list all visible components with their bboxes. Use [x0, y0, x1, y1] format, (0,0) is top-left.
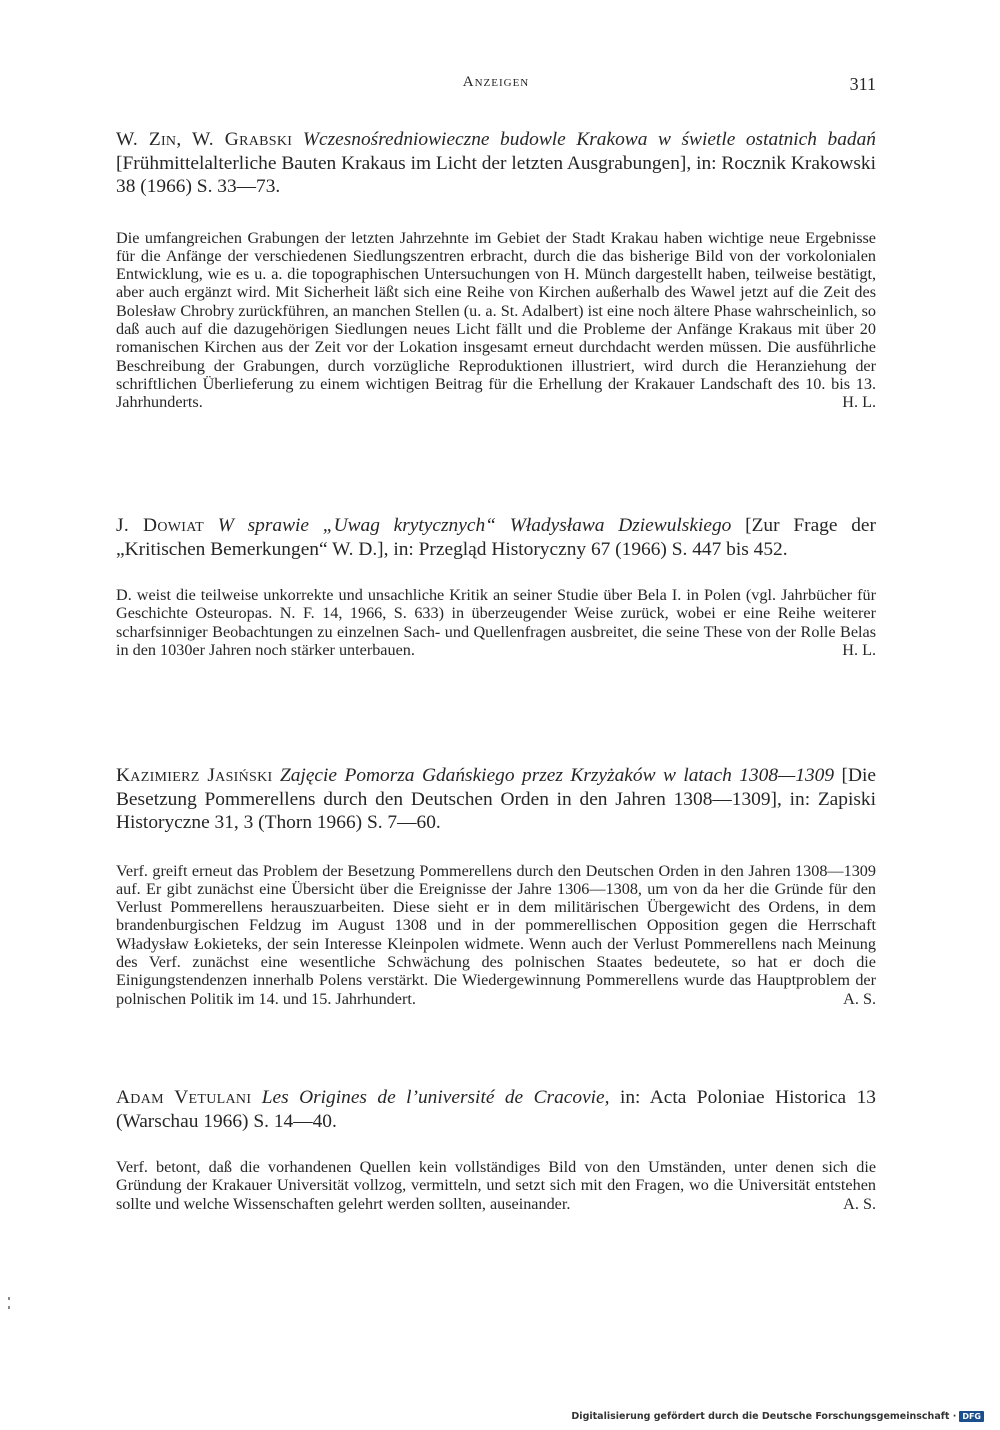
- page-number: 311: [849, 74, 876, 94]
- citation-authors: J. Dowiat: [116, 515, 204, 536]
- citation: [116, 128, 876, 199]
- reviewer-initials: A. S.: [843, 989, 876, 1008]
- citation-authors: Adam Vetulani: [116, 1087, 252, 1108]
- reviewer-initials: H. L.: [842, 393, 876, 412]
- scan-mark: [8, 1297, 10, 1300]
- citation-details: [Die Besetzung Pommerellens durch den Deutschen Orden in den Jahren 1308—1309], in: Zapiski Historyczne 31, 3 (Thorn 1966) S. 7—60.: [116, 765, 876, 833]
- citation-details: [Frühmittelalterliche Bauten Krakaus im Licht der letzten Ausgrabungen], in: Rocznik Krakowski 38 (1966) S. 33—73.: [116, 152, 876, 197]
- footer-text: Digitalisierung gefördert durch die Deutsche Forschungsgemeinschaft ·: [571, 1411, 957, 1422]
- citation-authors: Kazimierz Jasiński: [116, 765, 273, 786]
- review-summary: [116, 229, 876, 412]
- review-entry: [116, 128, 876, 411]
- summary-text: D. weist die teilweise unkorrekte und unsachliche Kritik an seiner Studie über Bela I. in Polen (vgl. Jahrbücher für Geschichte Osteuropas. N. F. 14, 1966, S. 633) in überzeugender Weise zurück, wobei er eine Reihe weiterer scharfsinniger Beobachtungen zu einzelnen Sach- und Quellenfragen ausbreitet, die seine These von der Rolle Belas in den 1030er Jahren noch stärker unterbauen.: [116, 586, 876, 659]
- review-entry: [116, 764, 876, 1008]
- citation-title: Wczesnośredniowieczne budowle Krakowa w świetle ostatnich badań: [302, 129, 876, 150]
- citation: [116, 764, 876, 835]
- citation-authors: W. Zin, W. Grabski: [116, 129, 293, 150]
- citation-details: in: Acta Poloniae Historica 13 (Warschau 1966) S. 14—40.: [116, 1087, 876, 1132]
- review-entry: [116, 514, 876, 659]
- summary-text: Die umfangreichen Grabungen der letzten Jahrzehnte im Gebiet der Stadt Krakau haben wichtige neue Ergebnisse für die Anfänge der verschiedenen Siedlungszentren erbracht, durch die das bisherige Bild von der vorkolonialen Entwicklung, wie es u. a. die topographischen Untersuchungen von H. Münch dargestellt haben, teilweise bestätigt, aber auch ergänzt wird. Mit Sicherheit läßt sich eine Reihe von Kirchen außerhalb des Wawel jetzt auf die Zeit des Bolesław Chrobry zurückführen, an manchen Stellen (u. a. St. Adalbert) ist eine noch ältere Phase wahrscheinlich, so daß auch auf die dazugehörigen Siedlungen neues Licht fällt und die Probleme der Anfänge Krakaus mit über 20 romanischen Kirchen aus der Zeit vor der Lokation insgesamt erneut durchdacht werden müssen. Die ausführliche Beschreibung der Grabungen, durch vorzügliche Reproduktionen illustriert, wird durch die Heranziehung der schriftlichen Überlieferung zu einem wichtigen Beitrag für die Erhellung der Krakauer Landschaft des 10. bis 13. Jahrhunderts.: [116, 228, 876, 412]
- citation-details: [Zur Frage der „Kritischen Bemerkungen“ W. D.], in: Przegląd Historyczny 67 (1966) S. 447 bis 452.: [116, 515, 876, 560]
- scan-mark: [8, 1306, 10, 1309]
- citation: [116, 1086, 876, 1133]
- summary-text: Verf. greift erneut das Problem der Besetzung Pommerellens durch den Deutschen Orden in den Jahren 1308—1309 auf. Er gibt zunächst eine Übersicht über die Ereignisse der Jahre 1306—1308, um von da her die Gründe für den Verlust Pommerellens herauszuarbeiten. Diese sieht er in dem militärischen Übergewicht des Ordens, in dem brandenburgischen Feldzug im August 1308 und in der pommerellischen Opposition gegen die Herrschaft Władysław Łokieteks, der sein Interesse Kleinpolen widmete. Wenn auch der Verlust Pommerellens nach Meinung des Verf. zunächst eine wesentliche Schwächung des polnischen Staates bedeutete, so hat er doch die Einigungstendenzen innerhalb Polens verstärkt. Die Wiedergewinnung Pommerellens wurde das Hauptproblem der polnischen Politik im 14. und 15. Jahrhundert.: [116, 861, 876, 1008]
- review-summary: [116, 1158, 876, 1213]
- running-head-title: Anzeigen: [462, 74, 530, 90]
- running-head: [116, 74, 876, 102]
- dfg-logo: DFG: [959, 1411, 984, 1422]
- citation-title: Les Origines de l’université de Cracovie,: [261, 1087, 610, 1108]
- digitization-footer: [571, 1411, 984, 1422]
- review-entry: [116, 1086, 876, 1213]
- summary-text: Verf. betont, daß die vorhandenen Quellen kein vollständiges Bild von den Umständen, unter denen sich die Gründung der Krakauer Universität vollzog, vermitteln, und setzt sich mit den Fragen, wo die Universität entstehen sollte und welche Wissenschaften gelehrt werden sollten, auseinander.: [116, 1158, 876, 1213]
- citation-title: W sprawie „Uwag krytycznych“ Władysława Dziewulskiego: [217, 515, 732, 536]
- citation-title: Zajęcie Pomorza Gdańskiego przez Krzyżaków w latach 1308—1309: [279, 765, 835, 786]
- reviewer-initials: H. L.: [842, 640, 876, 659]
- review-summary: [116, 586, 876, 659]
- citation: [116, 514, 876, 561]
- review-summary: [116, 862, 876, 1008]
- reviewer-initials: A. S.: [843, 1194, 876, 1213]
